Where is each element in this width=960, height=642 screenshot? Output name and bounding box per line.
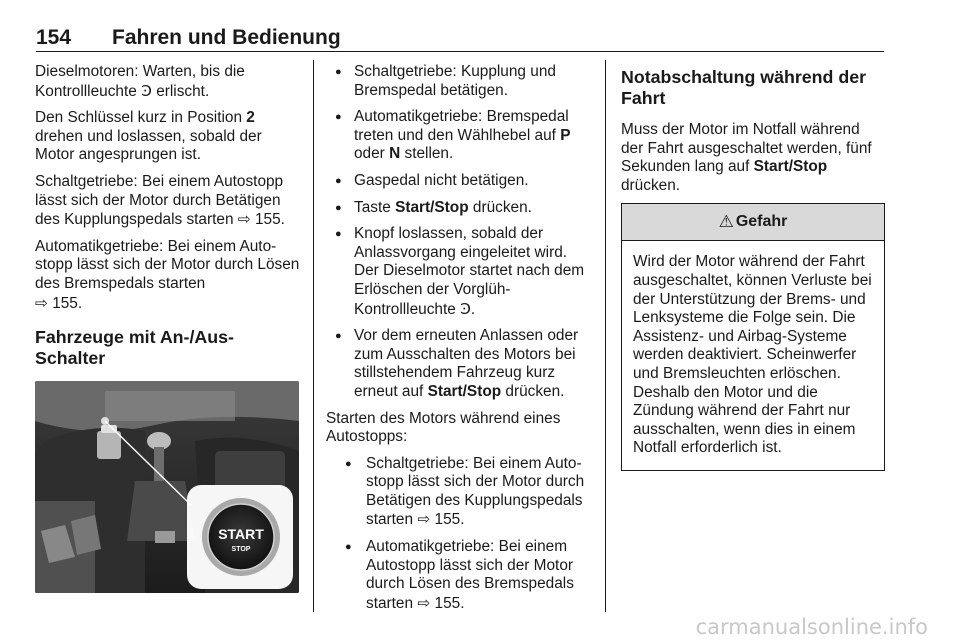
page-title: Fahren und Bedienung <box>112 26 341 49</box>
list-item: ● Schaltgetriebe: Bei einem Autostopp lässt sich der Motor durch Betätigen des Kupplungspedals starten ⇨ 155. <box>326 455 594 530</box>
paragraph-manual-autostop: Schaltgetriebe: Bei einem Autostopp lässt sich der Motor durch Betätigen des Kupplungspedals starten ⇨ 155. <box>35 172 285 229</box>
danger-title: Gefahr <box>735 213 788 231</box>
column-2 <box>326 63 594 621</box>
header-rule <box>36 51 884 52</box>
car-console-illustration <box>35 381 299 593</box>
page-ref-arrow-icon: ⇨ <box>417 510 431 529</box>
list-item: ● Knopf loslassen, sobald der Anlassvorgang eingeleitet wird. Der Dieselmotor startet nach dem Erlöschen der Vorglüh-Kontrollleuchte Ͽ. <box>326 225 594 319</box>
column-divider-2 <box>605 60 606 612</box>
glow-plug-icon: Ͽ <box>460 299 471 318</box>
stop-button-label: STOP <box>231 546 251 554</box>
column-1 <box>35 63 303 593</box>
start-procedure-list <box>326 63 594 402</box>
danger-header <box>622 204 884 241</box>
column-divider-1 <box>313 60 314 612</box>
page-ref-link[interactable]: 155. <box>52 294 83 312</box>
list-item: ● Schaltgetriebe: Kupplung und Bremspedal betätigen. <box>326 63 594 100</box>
danger-body: Wird der Motor während der Fahrt ausgeschaltet, können Verluste bei der Unterstützung der Brems- und Lenksysteme die Folge sein. Die Assistenz- und Airbag-Systeme werden deaktiviert. Scheinwerfer und Bremsleuchten erlöschen. Deshalb den Motor und die Zündung während der Fahrt nur ausschalten, wenn dies in einem Notfall erforderlich ist. <box>633 253 872 457</box>
paragraph-emergency-stop: Muss der Motor im Notfall während der Fahrt ausgeschaltet werden, fünf Sekunden lang auf Start/Stop drücken. <box>621 121 872 194</box>
page-ref-link[interactable]: 155. <box>254 211 285 229</box>
paragraph-diesel-wait: Dieselmotoren: Warten, bis die Kontrollleuchte Ͽ erlischt. <box>35 63 245 100</box>
autostop-list <box>326 455 594 614</box>
glow-plug-icon: Ͽ <box>141 81 152 100</box>
car-interior-photo <box>35 381 299 593</box>
warning-triangle-icon: ⚠ <box>718 212 734 233</box>
section-heading-start-stop: Fahrzeuge mit An-/Aus-Schalter <box>35 327 234 369</box>
paragraph-automatic-autostop: Automatikgetriebe: Bei einem Autostopp lässt sich der Motor durch Lösen des Bremspedals starten ⇨ 155. <box>35 237 300 312</box>
column-3 <box>621 63 885 471</box>
page-ref-arrow-icon: ⇨ <box>237 210 251 229</box>
section-heading-emergency-stop: Notabschaltung während der Fahrt <box>621 67 867 108</box>
list-item: ● Taste Start/Stop drücken. <box>326 199 594 218</box>
watermark: carmanualsonline.info <box>695 615 928 639</box>
page-ref-link[interactable]: 155. <box>434 594 465 612</box>
page-ref-link[interactable]: 155. <box>434 511 465 529</box>
list-item: ● Automatikgetriebe: Bremspedal treten und den Wählhebel auf P oder N stellen. <box>326 108 594 164</box>
list-item: ● Automatikgetriebe: Bei einem Autostopp lässt sich der Motor durch Lösen des Bremspedals starten ⇨ 155. <box>326 538 594 613</box>
page-ref-arrow-icon: ⇨ <box>417 593 431 612</box>
paragraph-key-position: Den Schlüssel kurz in Position 2 drehen und loslassen, sobald der Motor angesprungen ist. <box>35 109 262 164</box>
danger-warning-box <box>621 203 885 471</box>
start-button-label: START <box>218 526 264 543</box>
paragraph-autostop-start: Starten des Motors während eines Autostopps: <box>326 409 561 446</box>
list-item: ● Gaspedal nicht betätigen. <box>326 172 594 191</box>
list-item: ● Vor dem erneuten Anlassen oder zum Ausschalten des Motors bei stillstehendem Fahrzeug kurz erneut auf Start/Stop drücken. <box>326 327 594 401</box>
page-number: 154 <box>36 26 72 49</box>
page-ref-arrow-icon: ⇨ <box>35 293 48 312</box>
